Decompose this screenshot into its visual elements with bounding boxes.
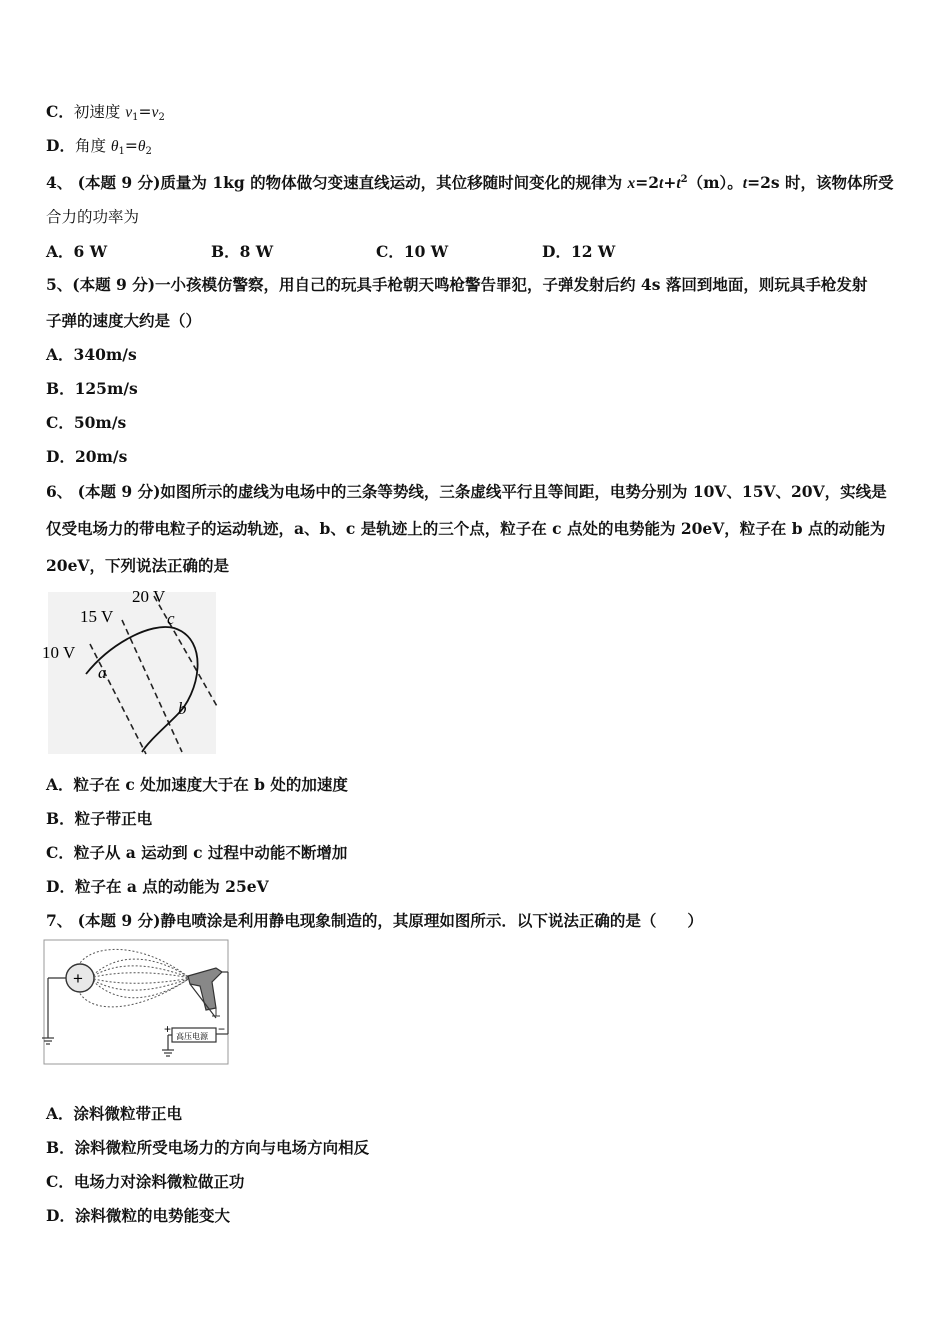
q4-options [46,240,646,262]
q6-option-d[interactable]: D．粒子在 a 点的动能为 25eV [46,877,269,896]
q7-stem-line1: 7、 (本题 9 分)静电喷涂是利用静电现象制造的，其原理如图所示．以下说法正确的是（ ） [46,911,703,930]
q6-equipotential-figure [40,584,220,756]
q6-stem-line1: 6、 (本题 9 分)如图所示的虚线为电场中的三条等势线，三条虚线平行且等间距，电势分别为 10V、15V、20V，实线是 [46,482,887,501]
supply-label: 高压电源 [176,1032,208,1041]
q5-option-a[interactable]: A．340m/s [46,345,137,364]
label-20v: 20 V [132,587,166,606]
label-10v: 10 V [42,643,76,662]
option-label: C． [46,102,74,121]
q6-stem-line2: 仅受电场力的带电粒子的运动轨迹，a、b、c 是轨迹上的三个点，粒子在 c 点处的电势能为 20eV，粒子在 b 点的动能为 [46,519,886,538]
prev-option-d: D．角度 $\theta_1=\theta_2$ [46,136,152,157]
q7-option-b[interactable]: B．涂料微粒所受电场力的方向与电场方向相反 [46,1138,370,1157]
figure-background [48,592,216,754]
q4-option-b[interactable]: B．8 W [211,242,274,261]
q5-option-c[interactable]: C．50m/s [46,413,127,432]
supply-plus: + [164,1022,172,1036]
q7-option-c[interactable]: C．电场力对涂料微粒做正功 [46,1172,245,1191]
q5-stem-line2: 子弹的速度大约是（） [46,311,202,330]
q7-option-d[interactable]: D．涂料微粒的电势能变大 [46,1206,230,1225]
q6-option-b[interactable]: B．粒子带正电 [46,809,153,828]
label-15v: 15 V [80,607,114,626]
q6-option-a[interactable]: A．粒子在 c 处加速度大于在 b 处的加速度 [46,775,348,794]
q4-stem-line2: 合力的功率为 [46,208,140,226]
q4-option-a[interactable]: A．6 W [46,242,108,261]
q5-option-d[interactable]: D．20m/s [46,447,128,466]
q5-stem-line1: 5、(本题 9 分)一小孩模仿警察，用自己的玩具手枪朝天鸣枪警告罪犯，子弹发射后约 4s 落回到地面，则玩具手枪发射 [46,275,868,294]
q4-option-c[interactable]: C．10 W [376,242,449,261]
q6-option-c[interactable]: C．粒子从 a 运动到 c 过程中动能不断增加 [46,843,348,862]
option-label: D． [46,136,75,155]
point-b-label: b [178,699,187,718]
q5-option-b[interactable]: B．125m/s [46,379,138,398]
q7-electrostatic-spray-figure [40,938,232,1074]
figure-frame [44,940,228,1064]
point-a-label: a [98,663,107,682]
q6-stem-line3: 20eV，下列说法正确的是 [46,556,229,575]
q7-option-a[interactable]: A．涂料微粒带正电 [46,1104,183,1123]
point-c-label: c [167,609,175,628]
supply-minus: − [218,1022,226,1036]
q4-stem-line1: 4、 (本题 9 分)质量为 1kg 的物体做匀变速直线运动，其位移随时间变化的规律为 $x=2t+t^2(m)$。t=2s 时，该物体所受 [46,173,894,192]
plus-sign: + [73,969,83,988]
q4-option-d[interactable]: D．12 W [542,242,616,261]
prev-option-c: C．初速度 $v_1=v_2$ [46,102,165,123]
